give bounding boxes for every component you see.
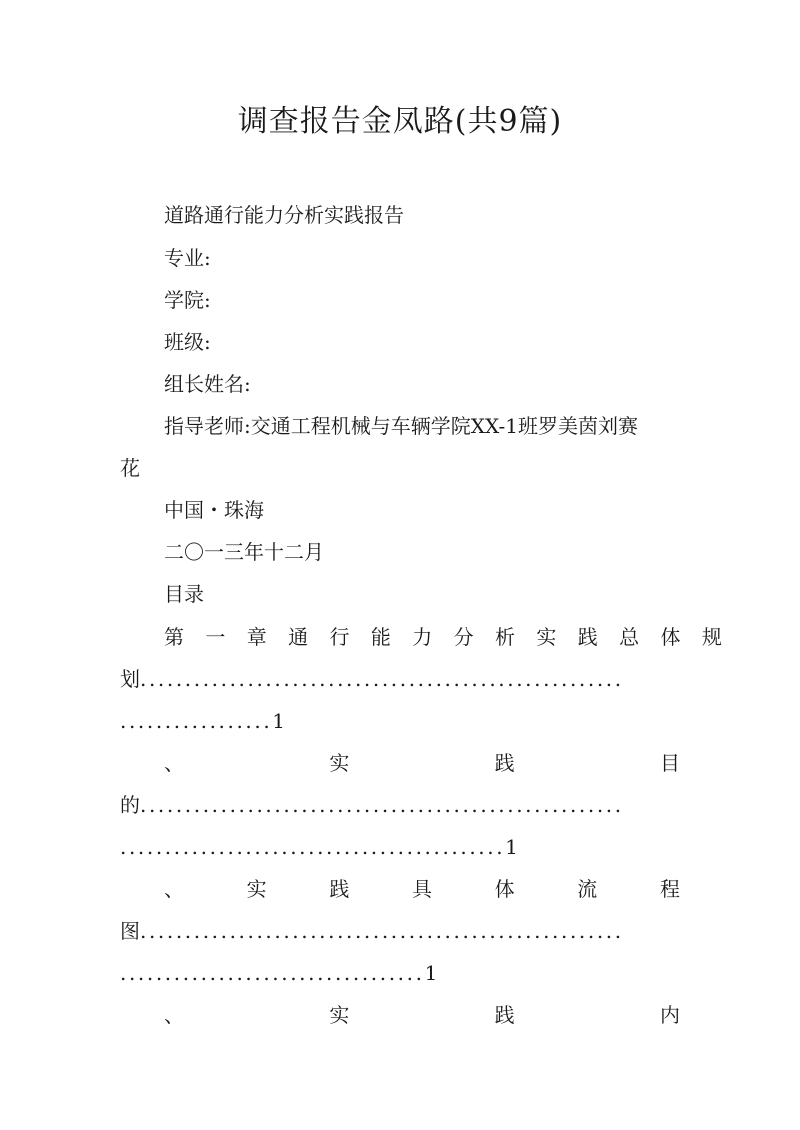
toc-section-2-title [164,875,680,903]
toc-page-number: 1 [505,835,518,859]
advisor-line-continuation: 花 [120,456,140,480]
toc-char: 实 [246,877,267,901]
toc-char: 实 [329,751,350,775]
toc-char: 一 [205,625,226,649]
toc-char: 、 [164,751,184,775]
toc-char: 图 [120,919,140,943]
toc-char: 内 [659,1003,680,1027]
dot-leader: ........................................... [120,835,506,859]
toc-char: 分 [453,625,474,649]
toc-char: 程 [659,877,680,901]
toc-char: 力 [412,625,433,649]
toc-char: 行 [329,625,350,649]
toc-section-3-title [164,1001,680,1029]
toc-char: 目 [659,751,680,775]
toc-char: 体 [660,625,681,649]
toc-char: 具 [411,877,432,901]
toc-char: 划 [120,667,140,691]
toc-section-1-leader-line [120,791,624,819]
toc-char: 析 [495,625,515,649]
toc-chapter-1-leader-line [120,665,624,693]
toc-char: 的 [120,793,140,817]
toc-char: 践 [494,1003,515,1027]
major-field-label: 专业: [164,246,211,270]
toc-section-2-leader-line [120,917,624,945]
toc-char: 实 [329,1003,350,1027]
dot-leader: ................. [120,709,273,733]
toc-page-number: 1 [272,709,286,733]
date-line: 二〇一三年十二月 [164,540,324,564]
dot-leader: .................................. [120,961,425,985]
toc-chapter-1-title [164,623,722,651]
dot-leader: ...................................................... [140,667,624,691]
toc-char: 流 [577,877,598,901]
toc-char: 体 [494,877,515,901]
toc-char: 能 [370,625,391,649]
toc-char: 实 [536,625,557,649]
toc-char: 通 [288,625,309,649]
toc-char: 、 [164,1003,184,1027]
leader-name-field-label: 组长姓名: [164,372,251,396]
toc-char: 总 [619,625,640,649]
dot-leader: ...................................................... [140,793,624,817]
toc-char: 、 [164,877,184,901]
toc-heading: 目录 [164,582,204,606]
toc-page-number: 1 [424,961,438,985]
class-field-label: 班级: [164,330,211,354]
toc-char: 践 [494,751,515,775]
report-subtitle: 道路通行能力分析实践报告 [164,203,404,227]
toc-section-1-title [164,749,680,777]
toc-char: 章 [246,625,267,649]
place-line: 中国・珠海 [164,498,264,522]
document-title: 调查报告金凤路(共9篇) [237,104,563,139]
toc-char: 践 [329,877,350,901]
advisor-line: 指导老师:交通工程机械与车辆学院XX-1班罗美茵刘赛 [164,414,638,438]
dot-leader: ...................................................... [140,919,624,943]
toc-char: 规 [701,625,722,649]
toc-section-1-page-line [120,833,518,861]
toc-char: 第 [164,625,184,649]
toc-chapter-1-page-line [120,707,285,735]
college-field-label: 学院: [164,288,211,312]
toc-section-2-page-line [120,959,437,987]
toc-char: 践 [577,625,598,649]
